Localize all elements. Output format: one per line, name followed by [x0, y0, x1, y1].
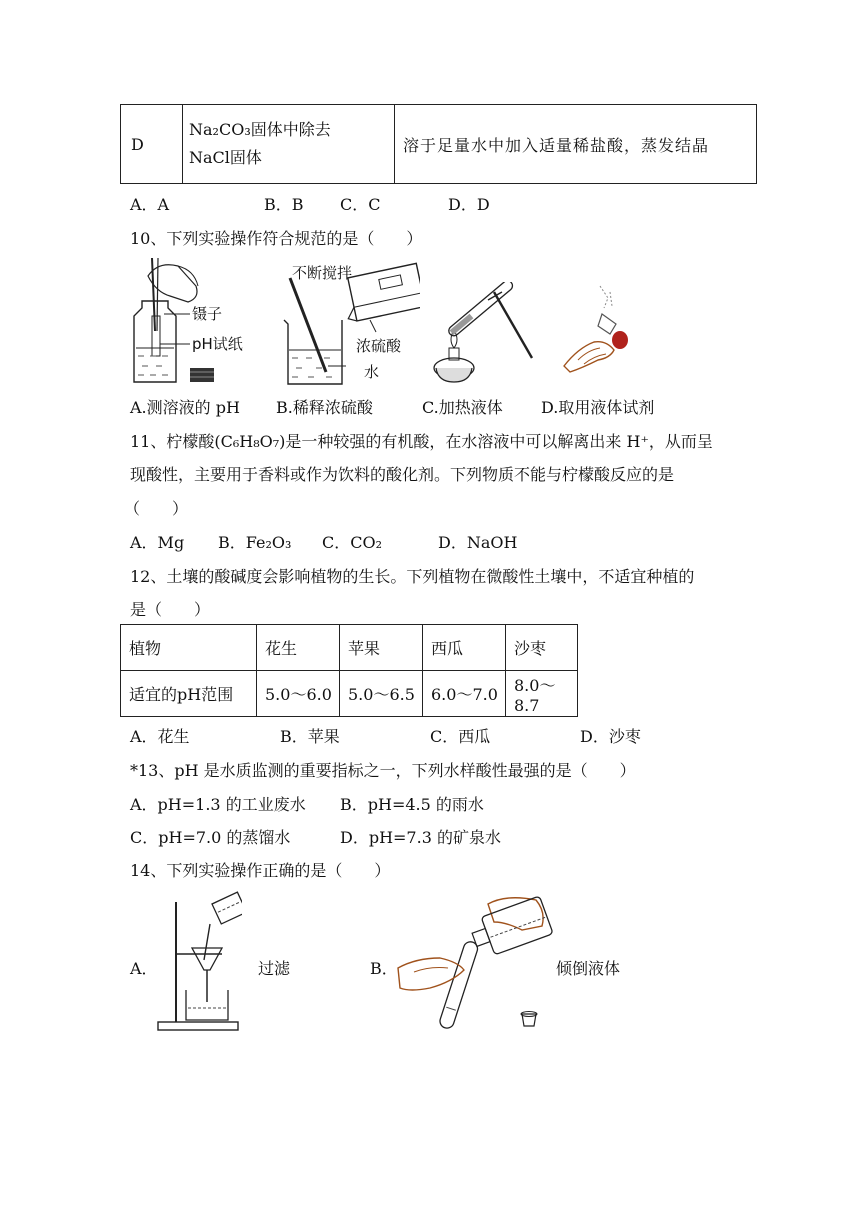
q12-table-cell: 5.0～6.5 — [340, 671, 423, 717]
q12-option-a[interactable]: A．花生 — [130, 727, 190, 746]
q11-option-d[interactable]: D．NaOH — [438, 533, 518, 552]
q10-label-water: 水 — [364, 363, 380, 381]
q12-table-cell: 植物 — [121, 625, 257, 671]
q9-option-d[interactable]: D．D — [448, 195, 490, 214]
q11-stem-line3: （ ） — [124, 499, 189, 518]
row-d-target-line1: Na₂CO₃固体中除去 — [189, 120, 331, 139]
q14-figure-b-pouring — [396, 892, 556, 1034]
q12-stem-line1: 12、土壤的酸碱度会影响植物的生长。下列植物在微酸性土壤中，不适宜种植的 — [130, 567, 695, 586]
q12-option-c[interactable]: C．西瓜 — [430, 727, 491, 746]
q10-option-d[interactable]: D.取用液体试剂 — [541, 398, 655, 417]
q12-table-cell: 苹果 — [340, 625, 423, 671]
q13-option-b[interactable]: B．pH=4.5 的雨水 — [340, 795, 484, 814]
q14-option-b-text: 倾倒液体 — [556, 959, 621, 978]
q12-table-cell: 8.0～8.7 — [506, 671, 578, 717]
q12-table-cell: 西瓜 — [423, 625, 506, 671]
q10-label-tweezers: 镊子 — [192, 305, 223, 323]
q12-table-cell: 6.0～7.0 — [423, 671, 506, 717]
q11-option-c[interactable]: C．CO₂ — [322, 533, 383, 552]
q12-table — [120, 624, 578, 717]
q12-option-d[interactable]: D．沙枣 — [580, 727, 641, 746]
q12-stem-line2: 是（ ） — [130, 600, 211, 619]
row-d-target — [183, 105, 395, 184]
q13-option-a[interactable]: A．pH=1.3 的工业废水 — [130, 795, 306, 814]
q12-table-cell: 沙枣 — [506, 625, 578, 671]
table-row-d — [120, 104, 757, 184]
q12-option-b[interactable]: B．苹果 — [280, 727, 340, 746]
row-d-label: D — [121, 105, 183, 184]
q12-table-cell: 5.0～6.0 — [257, 671, 340, 717]
q11-stem-line1: 11、柠檬酸(C₆H₈O₇)是一种较强的有机酸，在水溶液中可以解离出来 H⁺，从而呈 — [130, 432, 713, 451]
q11-option-b[interactable]: B．Fe₂O₃ — [218, 533, 292, 552]
q10-option-c[interactable]: C.加热液体 — [422, 398, 503, 417]
q13-stem: *13、pH 是水质监测的重要指标之一，下列水样酸性最强的是（ ） — [130, 761, 636, 780]
q11-stem-line2: 现酸性，主要用于香料或作为饮料的酸化剂。下列物质不能与柠檬酸反应的是 — [130, 465, 675, 484]
q10-label-stir: 不断搅拌 — [292, 264, 353, 282]
q12-table-cell: 花生 — [257, 625, 340, 671]
q10-figure-d — [560, 284, 650, 374]
q12-table-cell: 适宜的pH范围 — [121, 671, 257, 717]
q10-option-a[interactable]: A.测溶液的 pH — [130, 398, 240, 417]
q14-option-a-text: 过滤 — [258, 959, 291, 978]
q10-label-ph-paper: pH试纸 — [192, 335, 243, 353]
q12-table-row — [121, 671, 578, 717]
q12-table-header — [121, 625, 578, 671]
q9-option-c[interactable]: C．C — [340, 195, 381, 214]
q14-stem: 14、下列实验操作正确的是（ ） — [130, 861, 391, 880]
q9-option-a[interactable]: A．A — [130, 195, 170, 214]
q13-option-d[interactable]: D．pH=7.3 的矿泉水 — [340, 828, 501, 847]
q14-figure-a-filtration — [156, 890, 242, 1032]
q11-option-a[interactable]: A．Mg — [130, 533, 185, 552]
q10-figure-c — [428, 282, 538, 390]
q10-label-acid: 浓硫酸 — [356, 337, 402, 355]
q10-stem: 10、下列实验操作符合规范的是（ ） — [130, 229, 423, 248]
q9-option-b[interactable]: B．B — [264, 195, 304, 214]
q14-option-b-letter[interactable]: B． — [370, 959, 398, 978]
q13-option-c[interactable]: C．pH=7.0 的蒸馏水 — [130, 828, 291, 847]
row-d-method: 溶于足量水中加入适量稀盐酸，蒸发结晶 — [395, 105, 757, 184]
q10-option-b[interactable]: B.稀释浓硫酸 — [276, 398, 373, 417]
row-d-target-line2: NaCl固体 — [189, 148, 262, 167]
q14-option-a-letter[interactable]: A． — [130, 959, 158, 978]
